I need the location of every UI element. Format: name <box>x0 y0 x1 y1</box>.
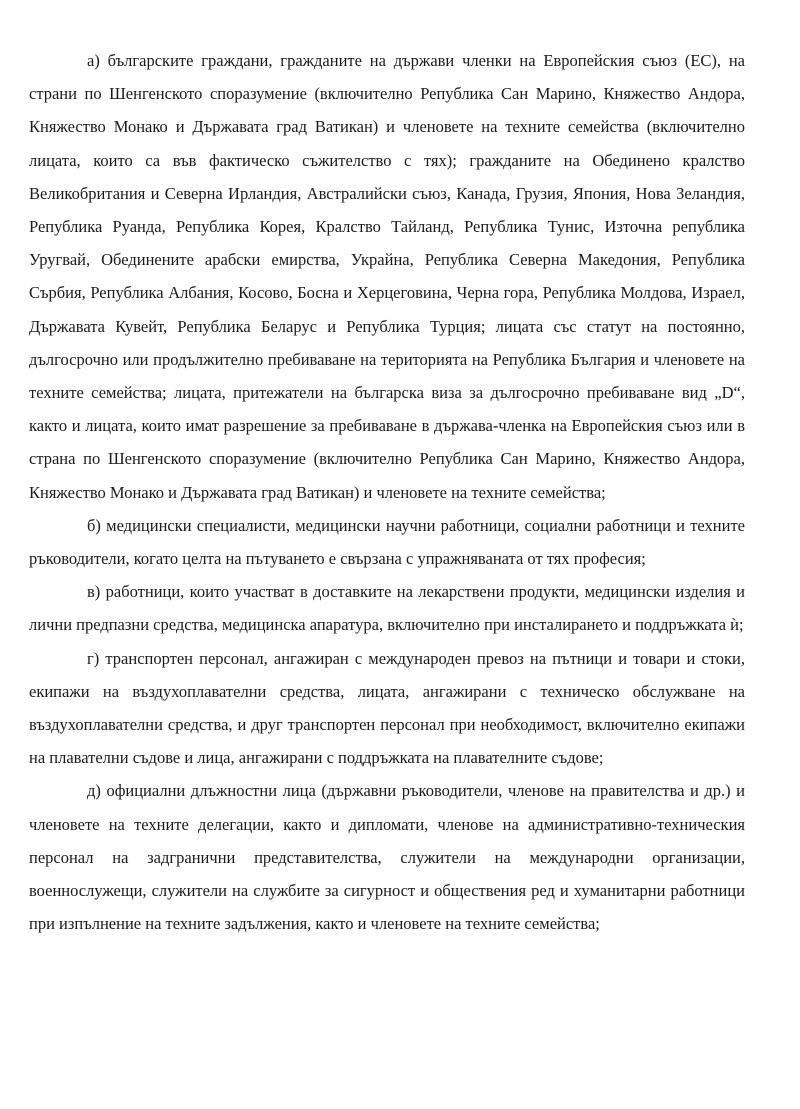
paragraph-a: а) българските граждани, гражданите на държави членки на Европейския съюз (ЕС), на страни по Шенгенското споразумение (включително Република Сан Марино, Княжество Андора, Княжество Монако и Държавата град Ватикан) и членовете на техните семейства (включително лицата, които са във фактическо съжителство с тях); гражданите на Обединено кралство Великобритания и Северна Ирландия, Австралийски съюз, Канада, Грузия, Япония, Нова Зеландия, Република Руанда, Република Корея, Кралство Тайланд, Република Тунис, Източна република Уругвай, Обединените арабски емирства, Украйна, Република Северна Македония, Република Сърбия, Република Албания, Косово, Босна и Херцеговина, Черна гора, Република Молдова, Израел, Държавата Кувейт, Република Беларус и Република Турция; лицата със статут на постоянно, дългосрочно или продължително пребиваване на територията на Република България и членовете на техните семейства; лицата, притежатели на българска виза за дългосрочно пребиваване вид „D“, както и лицата, които имат разрешение за пребиваване в държава-членка на Европейския съюз или в страна по Шенгенското споразумение (включително Република Сан Марино, Княжество Андора, Княжество Монако и Държавата град Ватикан) и членовете на техните семейства; <box>29 51 745 502</box>
document-body <box>29 44 745 940</box>
paragraph-b: б) медицински специалисти, медицински научни работници, социални работници и техните ръководители, когато целта на пътуването е свързана с упражняваната от тях професия; <box>29 515 745 569</box>
paragraph-v: в) работници, които участват в доставките на лекарствени продукти, медицински изделия и лични предпазни средства, медицинска апаратура, включително при инсталирането и поддръжката ѝ; <box>29 582 745 635</box>
paragraph-g: г) транспортен персонал, ангажиран с международен превоз на пътници и товари и стоки, екипажи на въздухоплавателни средства, лицата, ангажирани с техническо обслужване на въздухоплавателни средства, и друг транспортен персонал при необходимост, включително екипажи на плавателни съдове и лица, ангажирани с поддръжката на плавателните съдове; <box>29 648 745 768</box>
paragraph-d: д) официални длъжностни лица (държавни ръководители, членове на правителства и др.) и членовете на техните делегации, както и дипломати, членове на административно-техническия персонал на задгранични представителства, служители на международни организации, военнослужещи, служители на службите за сигурност и обществения ред и хуманитарни работници при изпълнение на техните задължения, както и членовете на техните семейства; <box>29 781 745 934</box>
